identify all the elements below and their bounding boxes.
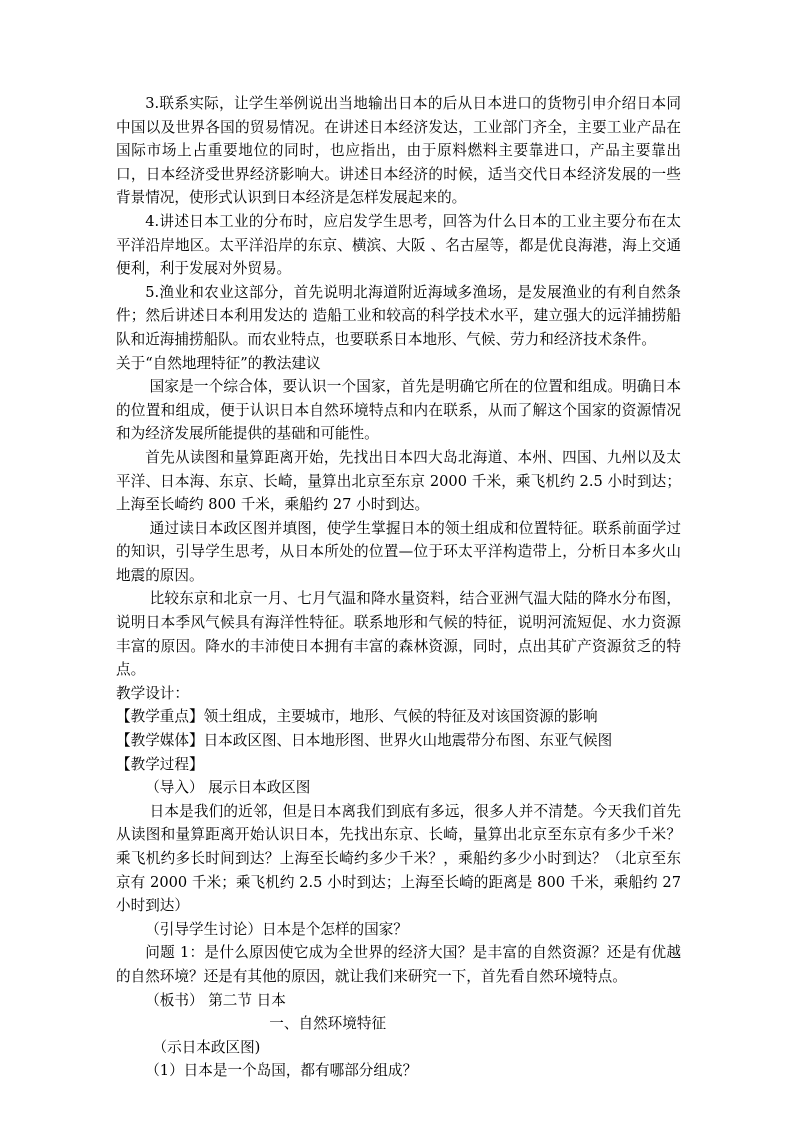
paragraph-intro: 日本是我们的近邻，但是日本离我们到底有多远，很多人并不清楚。今天我们首先从读图和量算距离开始认识日本，先找出东京、长崎，量算出北京至东京有多少千米？乘飞机约多长时间到达？上海至长崎约多少千米？，乘船约多少小时到达？（北京至东京有 2000 千米；乘飞机约 2.5 小时到达；上海至长崎的距离是 800 千米，乘船约 27 小时到达） <box>116 802 681 915</box>
intro-line: （导入） 展示日本政区图 <box>145 779 311 797</box>
paragraph-territory: 通过读日本政区图并填图，使学生掌握日本的领土组成和位置特征。联系前面学过的知识，引导学生思考，从日本所处的位置—位于环太平洋构造带上，分析日本多火山地震的原因。 <box>116 519 681 584</box>
heading-teaching-design: 教学设计： <box>116 684 189 702</box>
section-natural-environment: 一、自然环境特征 <box>269 1015 387 1033</box>
board-heading: （板书） 第二节 日本 <box>145 991 286 1009</box>
map-note: （示日本政区图) <box>152 1038 261 1056</box>
teaching-process-heading: 【教学过程】 <box>116 755 204 773</box>
paragraph-climate: 比较东京和北京一月、七月气温和降水量资料，结合亚洲气温大陆的降水分布图，说明日本季风气候具有海洋性特征。联系地形和气候的特征，说明河流短促、水力资源丰富的原因。降水的丰沛使日本拥有丰富的森林资源，同时，点出其矿产资源贫乏的特点。 <box>116 590 681 679</box>
paragraph-fishery-agriculture: 5.渔业和农业这部分，首先说明北海道附近海域多渔场，是发展渔业的有利自然条件；然后讲述日本利用发达的 造船工业和较高的科学技术水平，建立强大的远洋捕捞船队和近海捕捞船队。而农业特点，也要联系日本地形、气候、劳力和经济技术条件。 <box>116 283 681 348</box>
discussion-line: （引导学生讨论）日本是个怎样的国家？ <box>145 920 408 938</box>
paragraph-map-reading: 首先从读图和量算距离开始，先找出日本四大岛北海道、本州、四国、九州以及太平洋、日本海、东京、长崎，量算出北京至东京 2000 千米，乘飞机约 2.5 小时到达；上海至长崎约 800 千米，乘船约 27 小时到达。 <box>116 448 681 514</box>
paragraph-industry-distribution: 4.讲述日本工业的分布时，应启发学生思考，回答为什么日本的工业主要分布在太平洋沿岸地区。太平洋沿岸的东京、横滨、大阪 、名古屋等，都是优良海港，海上交通便利，利于发展对外贸易。 <box>116 212 681 278</box>
question-island: （1）日本是一个岛国，都有哪部分组成？ <box>145 1062 418 1080</box>
paragraph-country-overview: 国家是一个综合体，要认识一个国家，首先是明确它所在的位置和组成。明确日本的位置和组成，便于认识日本自然环境特点和内在联系，从而了解这个国家的资源情况和为经济发展所能提供的基础和可能性。 <box>116 378 681 443</box>
teaching-focus: 【教学重点】领土组成，主要城市，地形、气候的特征及对该国资源的影响 <box>116 708 598 726</box>
section-heading-teaching-suggestions: 关于“自然地理特征”的教法建议 <box>116 354 321 372</box>
paragraph-trade: 3.联系实际，让学生举例说出当地输出日本的后从日本进口的货物引申介绍日本同中国以及世界各国的贸易情况。在讲述日本经济发达，工业部门齐全，主要工业产品在国际市场上占重要地位的同时，也应指出，由于原料燃料主要靠进口，产品主要靠出口，日本经济受世界经济影响大。讲述日本经济的时候，适当交代日本经济发展的一些背景情况，使形式认识到日本经济是怎样发展起来的。 <box>116 95 681 207</box>
teaching-media: 【教学媒体】日本政区图、日本地形图、世界火山地震带分布图、东亚气候图 <box>116 732 613 750</box>
question-1: 问题 1：是什么原因使它成为全世界的经济大国？是丰富的自然资源？还是有优越的自然环境？还是有其他的原因，就让我们来研究一下，首先看自然环境特点。 <box>116 944 681 985</box>
document-page <box>116 92 681 1083</box>
